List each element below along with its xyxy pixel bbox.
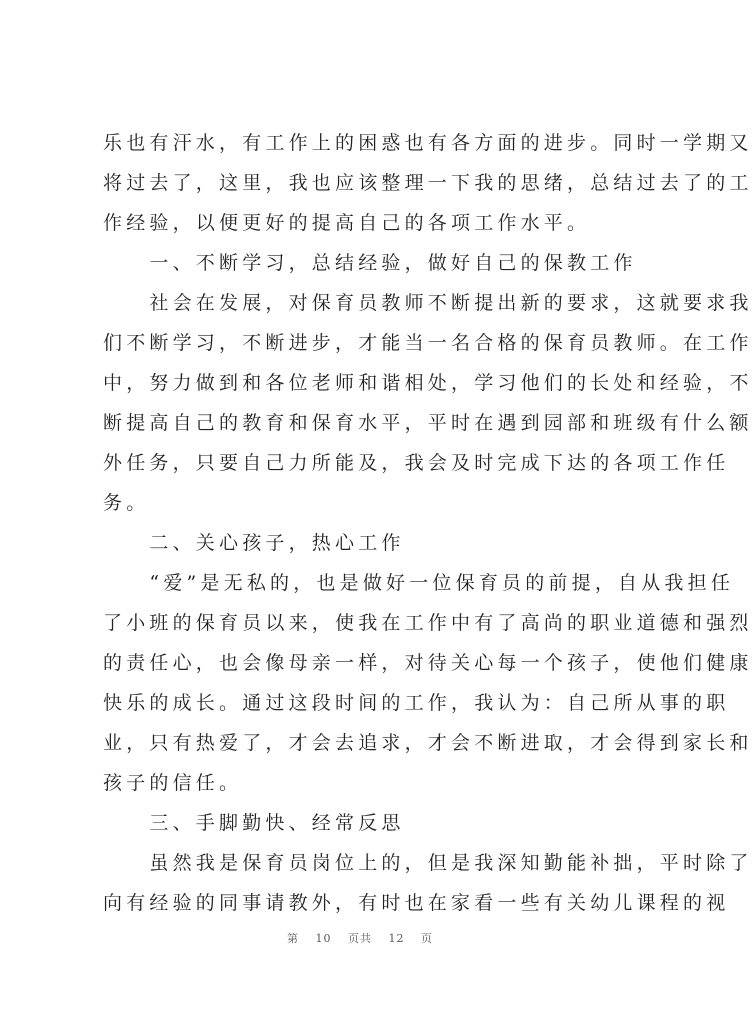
section-heading-2: 二、关心孩子，热心工作 — [103, 532, 405, 554]
page-label-mid: 页共 — [348, 932, 372, 945]
section-heading-3: 三、手脚勤快、经常反思 — [103, 812, 405, 834]
section-heading-1: 一、不断学习，总结经验，做好自己的保教工作 — [103, 252, 637, 274]
body-line-9: 外任务，只要自己力所能及，我会及时完成下达的各项工作任 — [103, 452, 730, 474]
body-line-6: 们不断学习，不断进步，才能当一名合格的保育员教师。在工作 — [103, 332, 753, 354]
page-footer — [0, 930, 720, 946]
body-line-1: 乐也有汗水，有工作上的困惑也有各方面的进步。同时一学期又 — [103, 132, 753, 154]
body-line-8: 断提高自己的教育和保育水平，平时在遇到园部和班级有什么额 — [103, 412, 753, 434]
page-label-prefix: 第 — [287, 932, 299, 945]
body-line-12: “爱”是无私的，也是做好一位保育员的前提，自从我担任 — [103, 572, 735, 594]
body-line-10: 务。 — [103, 492, 150, 514]
current-page-number: 10 — [315, 932, 332, 945]
body-line-14: 的责任心，也会像母亲一样，对待关心每一个孩子，使他们健康 — [103, 652, 753, 674]
body-line-13: 了小班的保育员以来，使我在工作中有了高尚的职业道德和强烈 — [103, 612, 753, 634]
page-label-suffix: 页 — [421, 932, 433, 945]
body-line-5: 社会在发展，对保育员教师不断提出新的要求，这就要求我 — [103, 292, 753, 314]
body-line-16: 业，只有热爱了，才会去追求，才会不断进取，才会得到家长和 — [103, 732, 753, 754]
total-pages-number: 12 — [388, 932, 405, 945]
body-line-19: 虽然我是保育员岗位上的，但是我深知勤能补拙，平时除了 — [103, 852, 753, 874]
body-line-2: 将过去了，这里，我也应该整理一下我的思绪，总结过去了的工 — [103, 172, 753, 194]
body-line-3: 作经验，以便更好的提高自己的各项工作水平。 — [103, 212, 591, 234]
body-line-15: 快乐的成长。通过这段时间的工作，我认为：自己所从事的职 — [103, 692, 730, 714]
body-line-20: 向有经验的同事请教外，有时也在家看一些有关幼儿课程的视 — [103, 892, 730, 914]
body-line-7: 中，努力做到和各位老师和谐相处，学习他们的长处和经验，不 — [103, 372, 753, 394]
body-line-17: 孩子的信任。 — [103, 772, 243, 794]
